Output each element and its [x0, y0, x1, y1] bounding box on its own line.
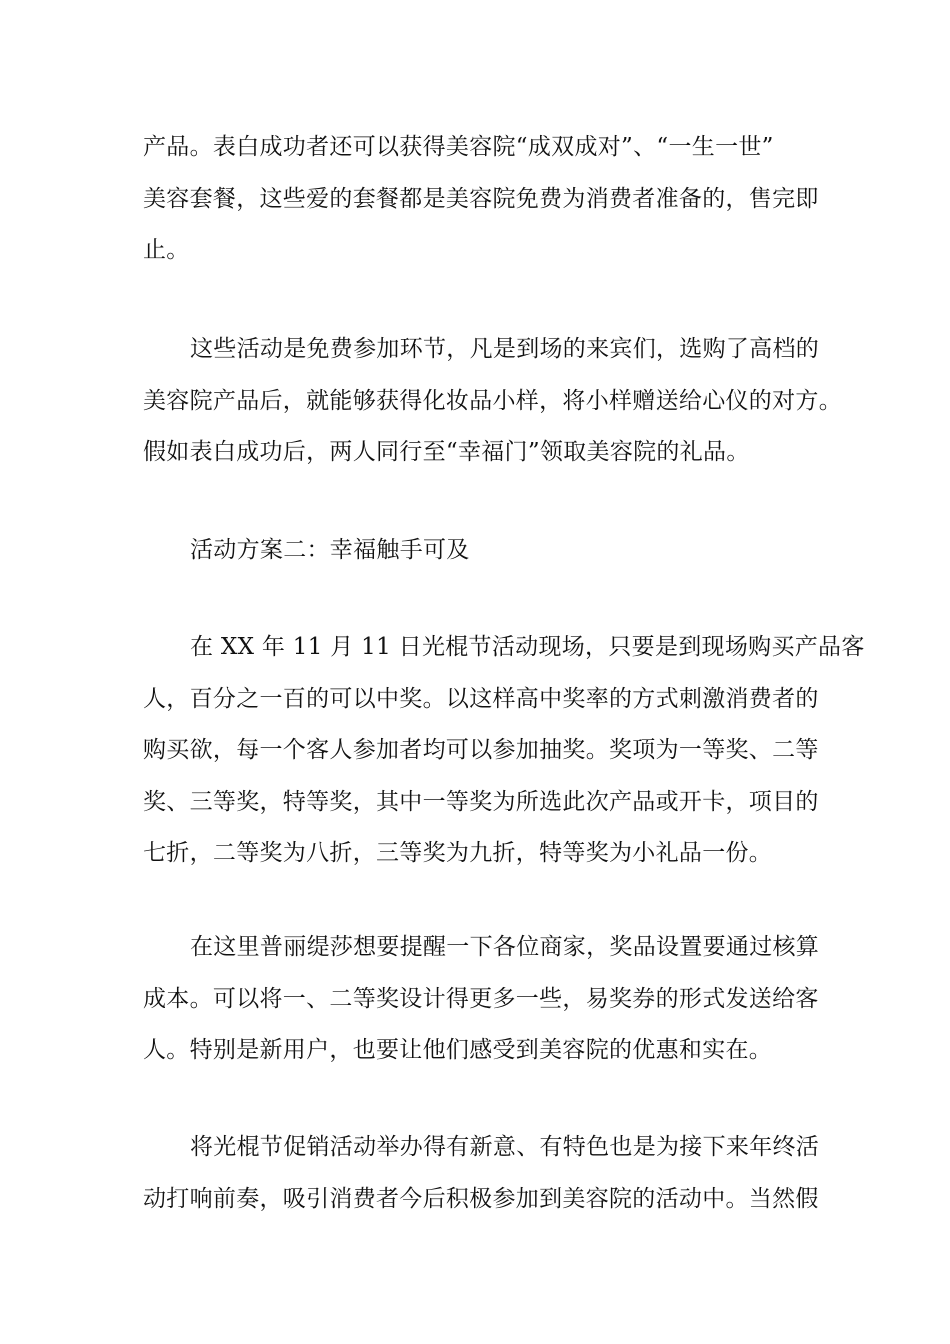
text-line: 在这里普丽缇莎想要提醒一下各位商家，奖品设置要通过核算: [190, 934, 820, 960]
text-line: 止。: [143, 237, 190, 264]
text-line: 购买欲，每一个客人参加者均可以参加抽奖。奖项为一等奖、二等: [143, 737, 819, 764]
paragraph-5: [143, 1122, 820, 1225]
text-line: 将光棍节促销活动举办得有新意、有特色也是为接下来年终活: [190, 1134, 820, 1160]
paragraph-3: [143, 622, 865, 880]
text-line: 在 XX 年 11 月 11 日光棍节活动现场，只要是到现场购买产品客: [190, 634, 865, 660]
paragraph-4: [143, 922, 820, 1077]
text-line: 产品。表白成功者还可以获得美容院“成双成对”、“一生一世”: [143, 134, 774, 160]
text-line: 美容套餐，这些爱的套餐都是美容院免费为消费者准备的，售完即: [143, 185, 819, 212]
text-line: 人。特别是新用户，也要让他们感受到美容院的优惠和实在。: [143, 1037, 773, 1064]
text-line: 成本。可以将一、二等奖设计得更多一些，易奖券的形式发送给客: [143, 985, 819, 1012]
text-line: 七折，二等奖为八折，三等奖为九折，特等奖为小礼品一份。: [143, 840, 773, 867]
text-line: 美容院产品后，就能够获得化妆品小样，将小样赠送给心仪的对方。: [143, 387, 842, 414]
paragraph-2: [143, 324, 842, 479]
text-line: 这些活动是免费参加环节，凡是到场的来宾们，选购了高档的: [190, 336, 820, 362]
text-line: 奖、三等奖，特等奖，其中一等奖为所选此次产品或开卡，项目的: [143, 788, 819, 815]
text-line: 人，百分之一百的可以中奖。以这样高中奖率的方式刺激消费者的: [143, 685, 819, 712]
heading-text: 活动方案二：幸福触手可及: [190, 537, 470, 563]
section-heading: [143, 525, 807, 577]
text-line: 动打响前奏，吸引消费者今后积极参加到美容院的活动中。当然假: [143, 1185, 819, 1212]
text-line: 假如表白成功后，两人同行至“幸福门”领取美容院的礼品。: [143, 439, 750, 466]
paragraph-1: [143, 122, 819, 277]
